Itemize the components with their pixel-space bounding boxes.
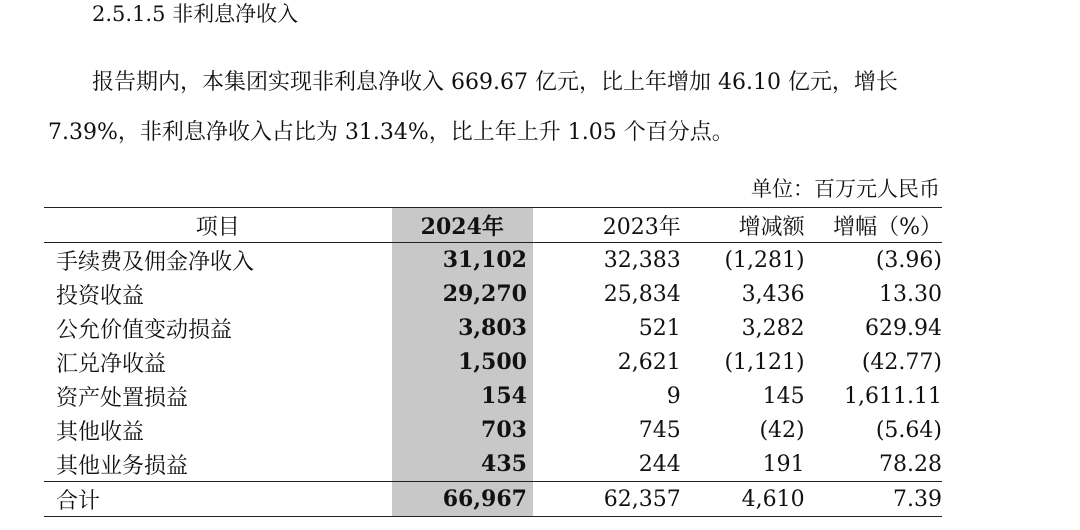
row-change: (42) [759, 417, 805, 443]
row-pct: 13.30 [879, 281, 942, 307]
header-pct: 增幅（%） [813, 208, 942, 243]
paragraph-line-1: 报告期内，本集团实现非利息净收入 669.67 亿元，比上年增加 46.10 亿元，增长 [92, 70, 898, 95]
row-change: (1,121) [724, 349, 805, 375]
row-2024: 31,102 [392, 243, 533, 278]
row-2023: 32,383 [603, 247, 681, 273]
total-2024: 66,967 [392, 482, 533, 517]
header-2024: 2024年 [392, 208, 533, 243]
row-2023: 9 [666, 383, 681, 409]
row-change: 3,282 [741, 315, 805, 341]
row-pct: 629.94 [865, 315, 942, 341]
row-2024: 1,500 [392, 345, 533, 379]
table-row [44, 447, 942, 482]
section-heading: 2.5.1.5 非利息净收入 [92, 2, 299, 26]
total-2023: 62,357 [533, 482, 691, 517]
row-2024: 435 [392, 447, 533, 482]
row-item: 其他业务损益 [56, 453, 189, 479]
row-2023: 25,834 [603, 281, 681, 307]
row-2023: 2,621 [617, 349, 681, 375]
row-item: 投资收益 [56, 283, 145, 309]
row-item: 汇兑净收益 [56, 351, 167, 377]
row-pct: 78.28 [879, 451, 942, 477]
row-pct: (3.96) [875, 247, 942, 273]
total-change: 4,610 [691, 482, 813, 517]
non-interest-income-table [44, 207, 942, 517]
table-row [44, 379, 942, 413]
header-item: 项目 [44, 208, 392, 243]
paragraph-line-2: 7.39%，非利息净收入占比为 31.34%，比上年上升 1.05 个百分点。 [48, 120, 734, 145]
row-change: 3,436 [741, 281, 805, 307]
row-2023: 521 [638, 315, 681, 341]
row-item: 其他收益 [56, 419, 145, 445]
table-row [44, 277, 942, 311]
row-item: 资产处置损益 [56, 385, 189, 411]
header-change: 增减额 [691, 208, 813, 243]
total-pct: 7.39 [813, 482, 942, 517]
row-item: 手续费及佣金净收入 [56, 249, 255, 275]
table-header-row [44, 208, 942, 243]
table-row [44, 413, 942, 447]
table-total-row [44, 482, 942, 517]
row-item: 公允价值变动损益 [56, 317, 233, 343]
row-2024: 703 [392, 413, 533, 447]
table-row [44, 243, 942, 278]
row-change: 145 [762, 383, 805, 409]
row-change: (1,281) [724, 247, 805, 273]
row-change: 191 [762, 451, 805, 477]
total-item: 合计 [44, 482, 392, 517]
row-2023: 745 [638, 417, 681, 443]
row-2024: 3,803 [392, 311, 533, 345]
row-pct: 1,611.11 [844, 383, 942, 409]
row-2023: 244 [638, 451, 681, 477]
header-2023: 2023年 [533, 208, 691, 243]
unit-label: 单位：百万元人民币 [751, 177, 940, 201]
table-row [44, 345, 942, 379]
row-pct: (5.64) [875, 417, 942, 443]
row-pct: (42.77) [861, 349, 942, 375]
row-2024: 29,270 [392, 277, 533, 311]
row-2024: 154 [392, 379, 533, 413]
table-row [44, 311, 942, 345]
